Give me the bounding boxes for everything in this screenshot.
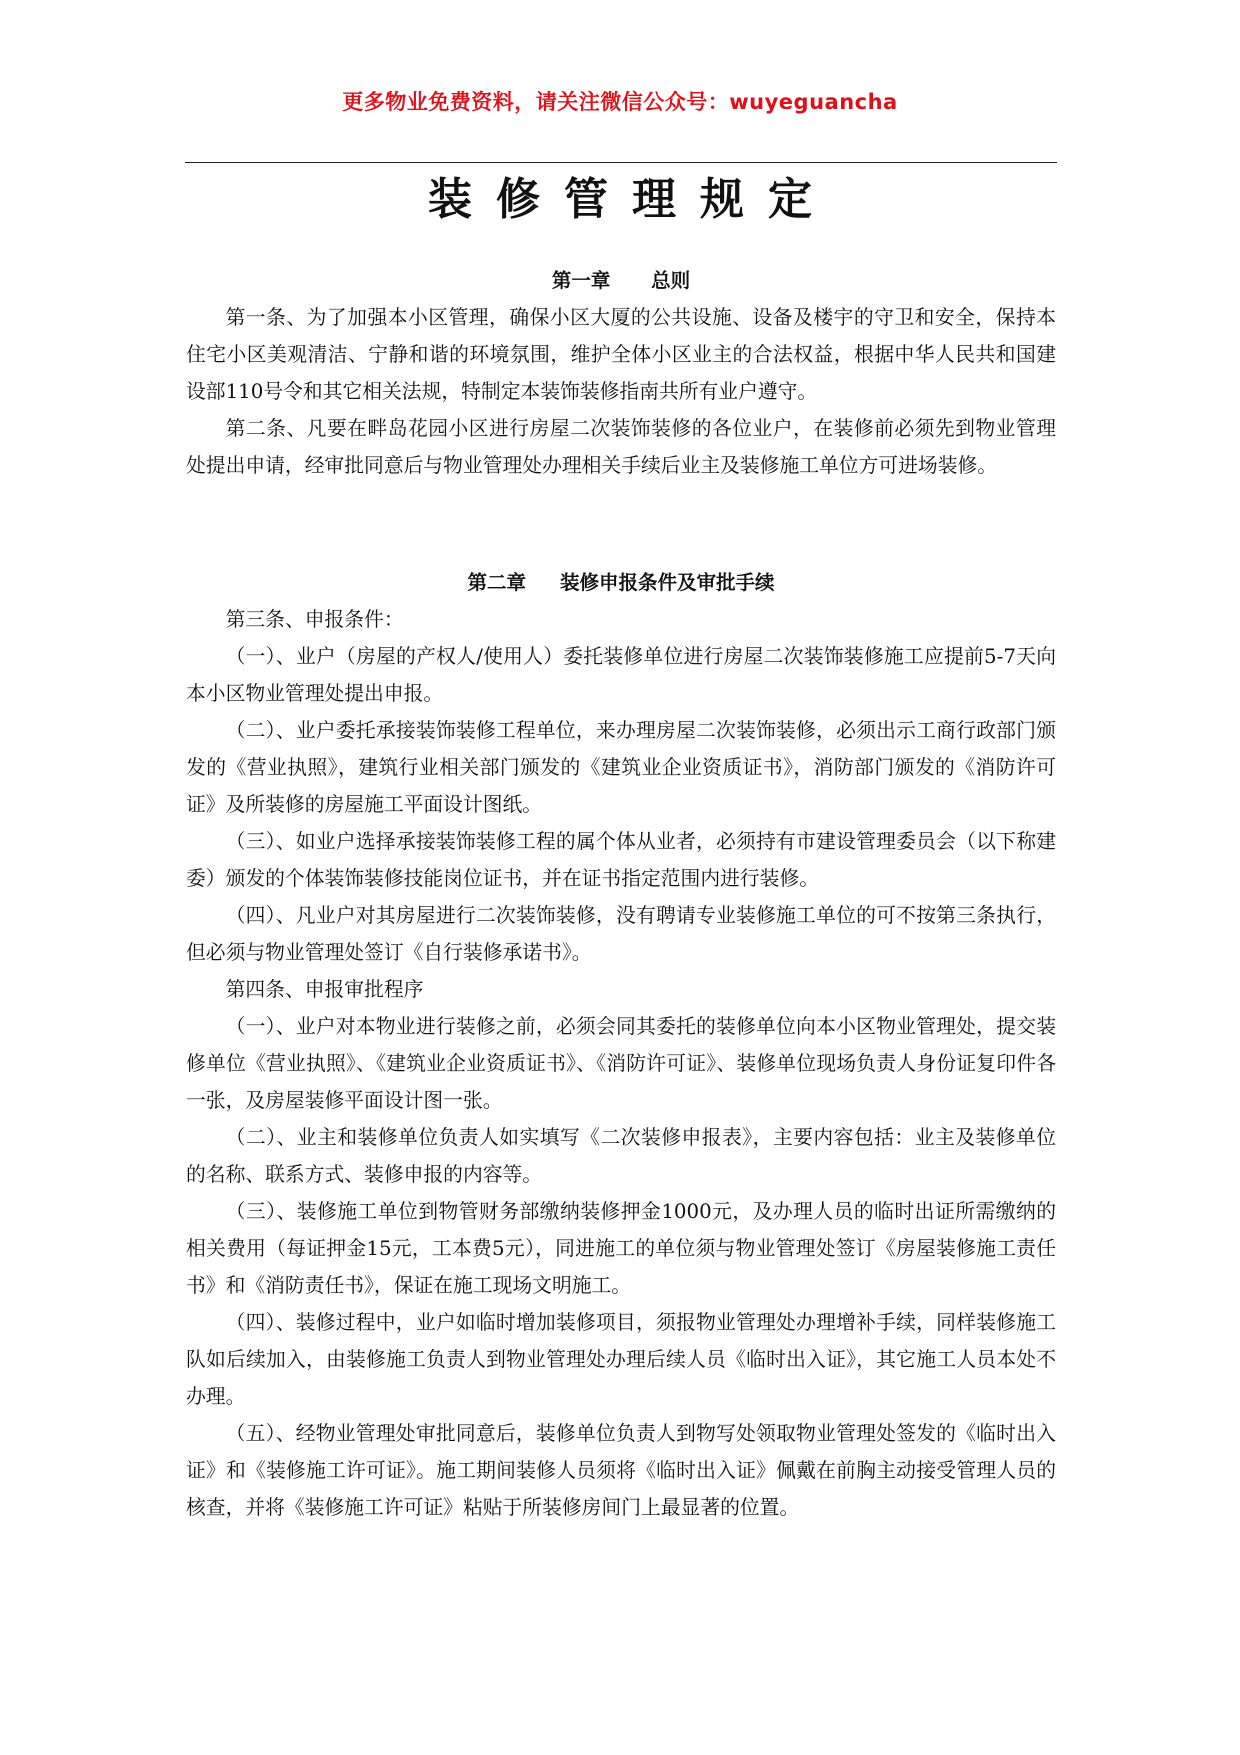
chapter-1-heading: 第一章 总则 — [551, 269, 691, 292]
article-4-heading: 第四条、申报审批程序 — [225, 978, 424, 1001]
article-3-heading: 第三条、申报条件： — [225, 608, 404, 631]
article-3-item-3: （三）、如业户选择承接装饰装修工程的属个体从业者，必须持有市建设管理委员会（以下称建委）颁发的个体装饰装修技能岗位证书，并在证书指定范围内进行装修。 — [186, 830, 1056, 890]
article-3-item-4: （四）、凡业户对其房屋进行二次装饰装修，没有聘请专业装修施工单位的可不按第三条执行，但必须与物业管理处签订《自行装修承诺书》。 — [186, 904, 1056, 964]
article-4-item-1: （一）、业户对本物业进行装修之前，必须会同其委托的装修单位向本小区物业管理处，提交装修单位《营业执照》、《建筑业企业资质证书》、《消防许可证》、装修单位现场负责人身份证复印件各一张，及房屋装修平面设计图一张。 — [186, 1015, 1056, 1112]
article-1: 第一条、为了加强本小区管理，确保小区大厦的公共设施、设备及楼宇的守卫和安全，保持本住宅小区美观清洁、宁静和谐的环境氛围，维护全体小区业主的合法权益，根据中华人民共和国建设部110号令和其它相关法规，特制定本装饰装修指南共所有业户遵守。 — [186, 306, 1056, 403]
article-3-item-2: （二）、业户委托承接装饰装修工程单位，来办理房屋二次装饰装修，必须出示工商行政部门颁发的《营业执照》，建筑行业相关部门颁发的《建筑业企业资质证书》，消防部门颁发的《消防许可证》及所装修的房屋施工平面设计图纸。 — [186, 719, 1056, 816]
article-4-item-2: （二）、业主和装修单位负责人如实填写《二次装修申报表》，主要内容包括：业主及装修单位的名称、联系方式、装修申报的内容等。 — [186, 1126, 1056, 1186]
article-2: 第二条、凡要在畔岛花园小区进行房屋二次装饰装修的各位业户，在装修前必须先到物业管理处提出申请，经审批同意后与物业管理处办理相关手续后业主及装修施工单位方可进场装修。 — [186, 417, 1056, 477]
article-3-item-1: （一）、业户（房屋的产权人/使用人）委托装修单位进行房屋二次装饰装修施工应提前5-7天向本小区物业管理处提出申报。 — [186, 645, 1056, 705]
article-4-item-4: （四）、装修过程中，业户如临时增加装修项目，须报物业管理处办理增补手续，同样装修施工队如后续加入，由装修施工负责人到物业管理处办理后续人员《临时出入证》，其它施工人员本处不办理。 — [186, 1311, 1056, 1408]
header-divider — [185, 162, 1057, 163]
document-title: 装修管理规定 — [428, 174, 836, 225]
document-body — [186, 262, 1056, 1526]
header-promo-note: 更多物业免费资料，请关注微信公众号：wuyeguancha — [342, 90, 898, 114]
article-4-item-5: （五）、经物业管理处审批同意后，装修单位负责人到物写处领取物业管理处签发的《临时出入证》和《装修施工许可证》。施工期间装修人员须将《临时出入证》佩戴在前胸主动接受管理人员的核查，并将《装修施工许可证》粘贴于所装修房间门上最显著的位置。 — [186, 1422, 1056, 1519]
chapter-2-heading: 第二章 装修申报条件及审批手续 — [467, 571, 775, 594]
article-4-item-3: （三）、装修施工单位到物管财务部缴纳装修押金1000元，及办理人员的临时出证所需缴纳的相关费用（每证押金15元，工本费5元），同进施工的单位须与物业管理处签订《房屋装修施工责任书》和《消防责任书》，保证在施工现场文明施工。 — [186, 1200, 1056, 1297]
